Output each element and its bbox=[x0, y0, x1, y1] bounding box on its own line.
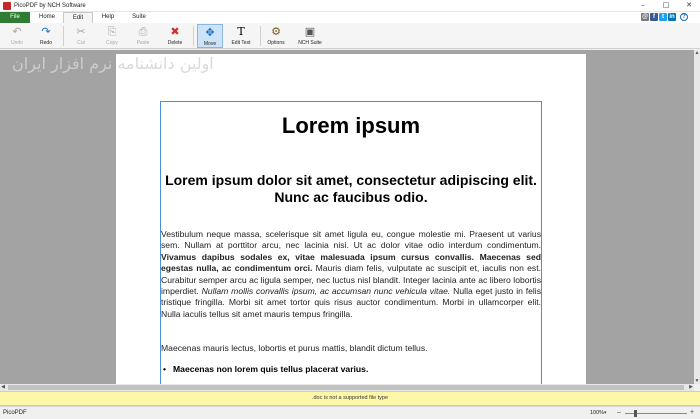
tab-edit[interactable]: Edit bbox=[63, 12, 93, 23]
options-button[interactable] bbox=[263, 24, 289, 48]
document-workspace[interactable] bbox=[0, 50, 694, 384]
tab-suite[interactable]: Suite bbox=[132, 14, 146, 20]
status-bar bbox=[0, 406, 700, 419]
delete-label: Delete bbox=[167, 40, 183, 46]
document-bullet-item[interactable]: • Maecenas non lorem quis tellus placerat varius. bbox=[173, 364, 541, 375]
watermark-text: اولین دانشنامه نرم افزار ایران bbox=[12, 54, 214, 73]
undo-button[interactable] bbox=[4, 24, 30, 48]
paragraph-text: Mauris diam felis, vulputate ac suscipit et, iaculis non est. Curabitur semper arcu ac ligula semper, nec luctus nisl blandit. Integer lacinia ante ac libero lobortis imperdiet. bbox=[161, 263, 541, 297]
notification-bar bbox=[0, 391, 700, 406]
scroll-down-icon[interactable]: ▼ bbox=[694, 378, 700, 384]
options-icon: ⚙ bbox=[271, 25, 281, 38]
selected-text-box[interactable] bbox=[160, 101, 542, 384]
scroll-left-icon[interactable]: ◀ bbox=[1, 384, 5, 390]
linkedin-icon[interactable]: in bbox=[669, 14, 675, 20]
options-label: Options bbox=[267, 40, 285, 46]
zoom-level[interactable]: 100% bbox=[590, 410, 605, 416]
vertical-scrollbar[interactable] bbox=[694, 50, 700, 384]
cut-label: Cut bbox=[77, 40, 85, 46]
horizontal-scroll-thumb[interactable] bbox=[8, 385, 684, 390]
picopdf-app-icon bbox=[3, 2, 11, 10]
minimize-button[interactable]: – bbox=[641, 1, 645, 9]
move-button[interactable] bbox=[197, 24, 223, 48]
document-paragraph-2[interactable]: Maecenas mauris lectus, lobortis et purus mattis, blandit dictum tellus. bbox=[161, 343, 428, 353]
paragraph-italic-text: Nullam mollis convallis ipsum, ac accumsan nunc vehicula vitae. bbox=[201, 286, 451, 297]
redo-label: Redo bbox=[40, 40, 52, 46]
title-bar bbox=[0, 0, 700, 12]
text-cursor-icon: T bbox=[237, 25, 245, 38]
copy-icon: ⎘ bbox=[107, 25, 117, 38]
document-heading[interactable]: Lorem ipsum dolor sit amet, consectetur adipiscing elit. Nunc ac faucibus odio. bbox=[165, 172, 537, 205]
delete-button[interactable] bbox=[161, 24, 189, 48]
status-app-name: PicoPDF bbox=[3, 410, 27, 416]
help-icon[interactable]: ? bbox=[680, 13, 688, 21]
scissors-icon: ✂ bbox=[76, 25, 86, 38]
scroll-up-icon[interactable]: ▲ bbox=[694, 50, 700, 56]
window-title: PicoPDF by NCH Software bbox=[14, 3, 86, 9]
document-title[interactable]: Lorem ipsum bbox=[281, 113, 421, 138]
ribbon-tabs bbox=[0, 12, 700, 23]
copy-label: Copy bbox=[106, 40, 118, 46]
close-button[interactable]: ✕ bbox=[686, 1, 692, 9]
toolbar-separator bbox=[260, 26, 261, 46]
undo-label: Undo bbox=[11, 40, 23, 46]
paste-label: Paste bbox=[136, 40, 150, 46]
facebook-icon[interactable]: f bbox=[650, 13, 658, 21]
redo-icon: ↷ bbox=[41, 25, 51, 38]
edit-toolbar bbox=[0, 23, 700, 49]
pdf-page[interactable] bbox=[116, 54, 586, 384]
zoom-out-button[interactable]: – bbox=[617, 409, 621, 416]
suite-icon: ▣ bbox=[304, 25, 316, 38]
mail-icon[interactable]: @ bbox=[642, 14, 648, 20]
delete-icon: ✖ bbox=[170, 25, 180, 38]
horizontal-scrollbar[interactable] bbox=[0, 384, 694, 391]
paste-icon: ⎙ bbox=[138, 25, 148, 38]
toolbar-separator bbox=[193, 26, 194, 46]
paragraph-bold-text: Vivamus dapibus sodales ex, vitae malesuada ipsum cursus convallis. Maecenas sed egestas nulla, ac condimentum orci. bbox=[161, 251, 541, 274]
toolbar-separator bbox=[63, 26, 64, 46]
maximize-button[interactable]: □ bbox=[662, 1, 670, 9]
document-paragraph[interactable] bbox=[161, 229, 541, 320]
move-label: Move bbox=[203, 41, 217, 47]
zoom-in-button[interactable]: + bbox=[690, 409, 695, 416]
tab-home[interactable]: Home bbox=[38, 14, 55, 20]
edit-text-button[interactable] bbox=[226, 24, 256, 48]
paragraph-text: Vestibulum neque massa, scelerisque sit amet ligula eu, congue molestie mi. Praesent ut varius sem. Nullam at porttitor arcu, nec lacinia nisi. Ut ac dolor vitae odio interdum condimentum. bbox=[161, 229, 541, 251]
chevron-down-icon[interactable]: ▾ bbox=[604, 410, 607, 416]
notification-message: .doc is not a supported file type bbox=[311, 395, 389, 401]
edit-text-label: Edit Text bbox=[231, 40, 251, 46]
move-cursor-icon: ✥ bbox=[205, 26, 215, 39]
nch-suite-button[interactable] bbox=[294, 24, 326, 48]
copy-button[interactable] bbox=[99, 24, 125, 48]
zoom-slider-handle[interactable] bbox=[634, 410, 637, 417]
paragraph-text: Nulla eget justo in felis tristique fringilla. Morbi sit amet tortor quis risus auctor condimentum. Morbi in ullamcorper elit. Nulla iaculis tellus sit amet mauris tempus fringilla. bbox=[161, 286, 542, 319]
paste-button[interactable] bbox=[130, 24, 156, 48]
redo-button[interactable] bbox=[33, 24, 59, 48]
twitter-icon[interactable]: t bbox=[659, 13, 667, 21]
file-menu-tab[interactable]: File bbox=[0, 12, 30, 23]
undo-icon: ↶ bbox=[12, 25, 22, 38]
tab-help[interactable]: Help bbox=[101, 14, 115, 20]
cut-button[interactable] bbox=[68, 24, 94, 48]
scroll-right-icon[interactable]: ▶ bbox=[689, 384, 693, 390]
nch-suite-label: NCH Suite bbox=[298, 40, 322, 46]
